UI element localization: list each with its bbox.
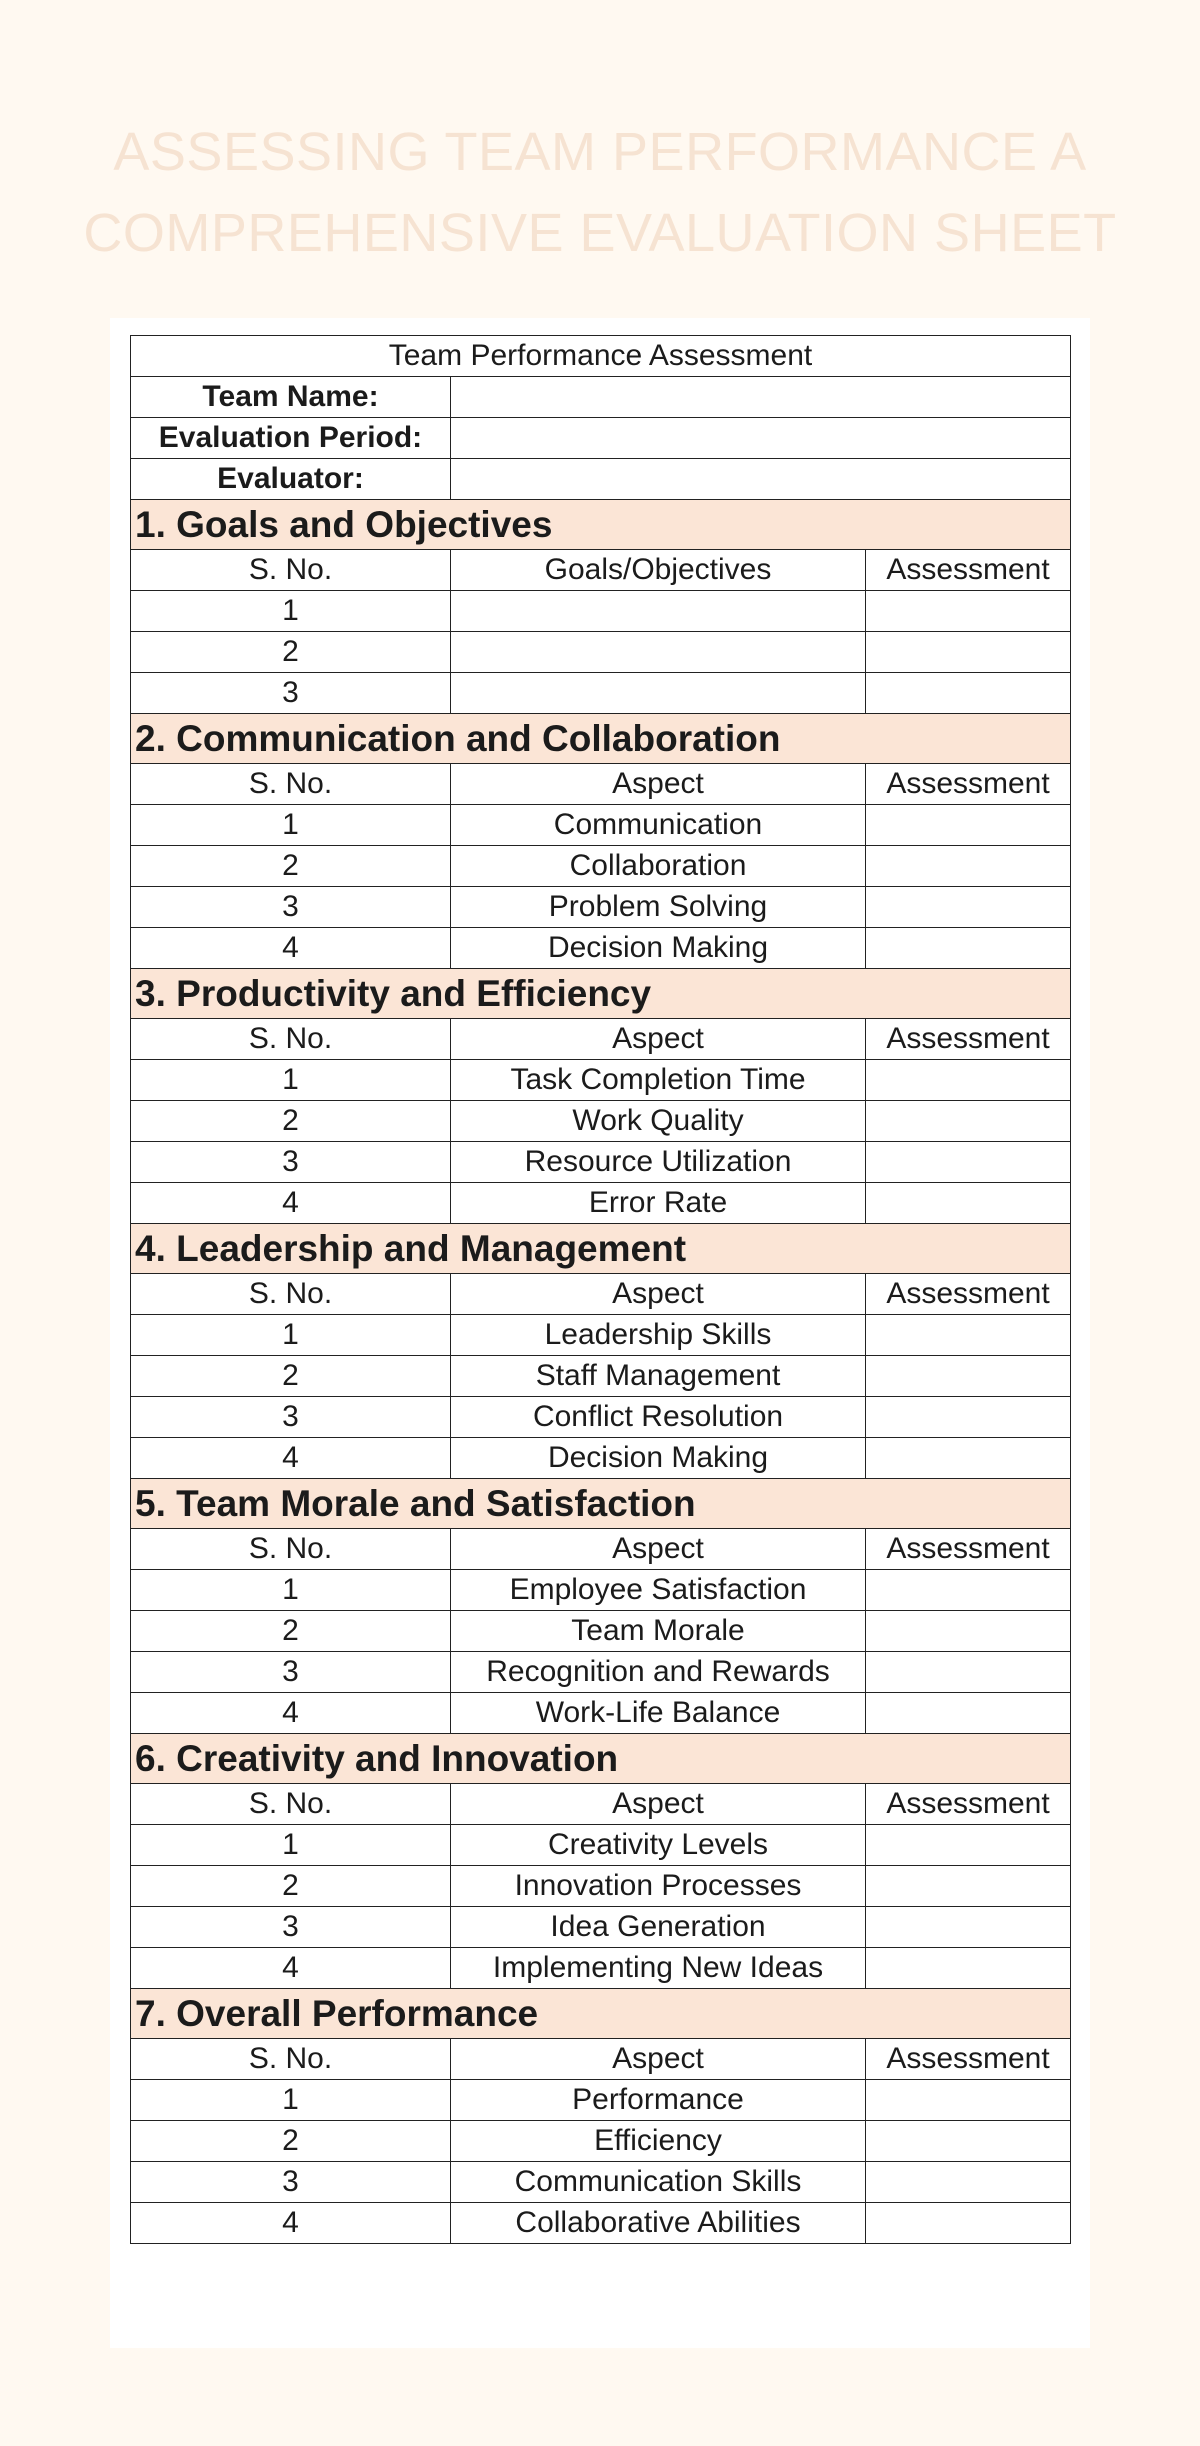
section-heading: 4. Leadership and Management — [131, 1224, 1071, 1274]
assessment-cell[interactable] — [866, 2203, 1071, 2244]
section-column-header-row — [131, 2039, 1071, 2080]
assessment-cell[interactable] — [866, 1183, 1071, 1224]
aspect-cell: Recognition and Rewards — [451, 1652, 866, 1693]
section-heading-row — [131, 1479, 1071, 1529]
column-header-serial-no: S. No. — [131, 1784, 451, 1825]
table-row — [131, 1315, 1071, 1356]
table-row — [131, 1652, 1071, 1693]
table-row — [131, 673, 1071, 714]
serial-no-cell: 1 — [131, 1570, 451, 1611]
table-row — [131, 805, 1071, 846]
assessment-cell[interactable] — [866, 928, 1071, 969]
table-row — [131, 1611, 1071, 1652]
page-title-line-2: COMPREHENSIVE EVALUATION SHEET — [83, 203, 1117, 263]
section-heading-row — [131, 714, 1071, 764]
team-name-row — [131, 377, 1071, 418]
column-header-serial-no: S. No. — [131, 764, 451, 805]
aspect-cell[interactable] — [451, 591, 866, 632]
serial-no-cell: 2 — [131, 1611, 451, 1652]
assessment-cell[interactable] — [866, 632, 1071, 673]
form-title: Team Performance Assessment — [131, 336, 1071, 377]
assessment-cell[interactable] — [866, 2080, 1071, 2121]
assessment-cell[interactable] — [866, 1356, 1071, 1397]
table-row — [131, 2121, 1071, 2162]
section-heading-row — [131, 500, 1071, 550]
evaluation-period-row — [131, 418, 1071, 459]
section-heading-row — [131, 1734, 1071, 1784]
aspect-cell: Implementing New Ideas — [451, 1948, 866, 1989]
aspect-cell: Communication Skills — [451, 2162, 866, 2203]
table-row — [131, 1397, 1071, 1438]
aspect-cell: Performance — [451, 2080, 866, 2121]
evaluation-table-body — [131, 336, 1071, 2244]
evaluation-period-field[interactable] — [451, 418, 1071, 459]
section-heading-row — [131, 969, 1071, 1019]
table-row — [131, 1907, 1071, 1948]
assessment-cell[interactable] — [866, 846, 1071, 887]
page-title-line-1: ASSESSING TEAM PERFORMANCE A — [113, 122, 1087, 182]
assessment-cell[interactable] — [866, 1438, 1071, 1479]
assessment-cell[interactable] — [866, 1866, 1071, 1907]
aspect-cell: Collaborative Abilities — [451, 2203, 866, 2244]
serial-no-cell: 1 — [131, 1825, 451, 1866]
assessment-cell[interactable] — [866, 1825, 1071, 1866]
column-header-assessment: Assessment — [866, 1784, 1071, 1825]
column-header-serial-no: S. No. — [131, 550, 451, 591]
column-header-assessment: Assessment — [866, 1019, 1071, 1060]
aspect-cell: Communication — [451, 805, 866, 846]
aspect-cell: Task Completion Time — [451, 1060, 866, 1101]
aspect-cell: Employee Satisfaction — [451, 1570, 866, 1611]
table-row — [131, 2162, 1071, 2203]
assessment-cell[interactable] — [866, 1611, 1071, 1652]
table-row — [131, 1570, 1071, 1611]
serial-no-cell: 3 — [131, 1652, 451, 1693]
assessment-cell[interactable] — [866, 1060, 1071, 1101]
section-column-header-row — [131, 550, 1071, 591]
section-heading: 1. Goals and Objectives — [131, 500, 1071, 550]
serial-no-cell: 2 — [131, 1866, 451, 1907]
aspect-cell[interactable] — [451, 673, 866, 714]
aspect-cell: Resource Utilization — [451, 1142, 866, 1183]
evaluator-label: Evaluator: — [131, 459, 451, 500]
section-column-header-row — [131, 1274, 1071, 1315]
section-column-header-row — [131, 1019, 1071, 1060]
team-name-label: Team Name: — [131, 377, 451, 418]
table-row — [131, 632, 1071, 673]
column-header-aspect: Aspect — [451, 1529, 866, 1570]
aspect-cell: Efficiency — [451, 2121, 866, 2162]
column-header-assessment: Assessment — [866, 2039, 1071, 2080]
assessment-cell[interactable] — [866, 887, 1071, 928]
serial-no-cell: 3 — [131, 2162, 451, 2203]
assessment-cell[interactable] — [866, 805, 1071, 846]
table-row — [131, 2203, 1071, 2244]
assessment-cell[interactable] — [866, 591, 1071, 632]
column-header-assessment: Assessment — [866, 1529, 1071, 1570]
assessment-cell[interactable] — [866, 673, 1071, 714]
team-name-field[interactable] — [451, 377, 1071, 418]
section-heading: 3. Productivity and Efficiency — [131, 969, 1071, 1019]
serial-no-cell: 1 — [131, 591, 451, 632]
section-heading-row — [131, 1989, 1071, 2039]
column-header-aspect: Aspect — [451, 2039, 866, 2080]
column-header-aspect: Aspect — [451, 1784, 866, 1825]
section-heading: 5. Team Morale and Satisfaction — [131, 1479, 1071, 1529]
table-row — [131, 1825, 1071, 1866]
section-heading: 6. Creativity and Innovation — [131, 1734, 1071, 1784]
column-header-serial-no: S. No. — [131, 1529, 451, 1570]
serial-no-cell: 2 — [131, 846, 451, 887]
column-header-assessment: Assessment — [866, 550, 1071, 591]
serial-no-cell: 1 — [131, 1315, 451, 1356]
aspect-cell[interactable] — [451, 632, 866, 673]
column-header-serial-no: S. No. — [131, 2039, 451, 2080]
assessment-cell[interactable] — [866, 1397, 1071, 1438]
aspect-cell: Leadership Skills — [451, 1315, 866, 1356]
column-header-aspect: Aspect — [451, 764, 866, 805]
serial-no-cell: 2 — [131, 2121, 451, 2162]
aspect-cell: Error Rate — [451, 1183, 866, 1224]
serial-no-cell: 3 — [131, 1397, 451, 1438]
table-row — [131, 1183, 1071, 1224]
assessment-cell[interactable] — [866, 1948, 1071, 1989]
serial-no-cell: 1 — [131, 805, 451, 846]
column-header-assessment: Assessment — [866, 1274, 1071, 1315]
section-heading: 7. Overall Performance — [131, 1989, 1071, 2039]
table-row — [131, 1866, 1071, 1907]
serial-no-cell: 4 — [131, 1438, 451, 1479]
assessment-cell[interactable] — [866, 1570, 1071, 1611]
serial-no-cell: 4 — [131, 1693, 451, 1734]
table-row — [131, 2080, 1071, 2121]
assessment-cell[interactable] — [866, 2162, 1071, 2203]
table-row — [131, 1142, 1071, 1183]
assessment-cell[interactable] — [866, 1652, 1071, 1693]
aspect-cell: Work-Life Balance — [451, 1693, 866, 1734]
assessment-cell[interactable] — [866, 1693, 1071, 1734]
column-header-aspect: Goals/Objectives — [451, 550, 866, 591]
section-heading: 2. Communication and Collaboration — [131, 714, 1071, 764]
serial-no-cell: 2 — [131, 1356, 451, 1397]
column-header-aspect: Aspect — [451, 1019, 866, 1060]
aspect-cell: Problem Solving — [451, 887, 866, 928]
serial-no-cell: 3 — [131, 1907, 451, 1948]
evaluator-field[interactable] — [451, 459, 1071, 500]
page-title — [0, 112, 1200, 274]
serial-no-cell: 4 — [131, 1948, 451, 1989]
section-heading-row — [131, 1224, 1071, 1274]
table-row — [131, 1060, 1071, 1101]
aspect-cell: Idea Generation — [451, 1907, 866, 1948]
form-title-row — [131, 336, 1071, 377]
aspect-cell: Decision Making — [451, 1438, 866, 1479]
serial-no-cell: 3 — [131, 673, 451, 714]
table-row — [131, 1356, 1071, 1397]
serial-no-cell: 4 — [131, 2203, 451, 2244]
aspect-cell: Innovation Processes — [451, 1866, 866, 1907]
evaluation-period-label: Evaluation Period: — [131, 418, 451, 459]
evaluator-row — [131, 459, 1071, 500]
evaluation-sheet — [110, 318, 1090, 2348]
evaluation-table — [130, 335, 1071, 2244]
serial-no-cell: 2 — [131, 632, 451, 673]
serial-no-cell: 2 — [131, 1101, 451, 1142]
serial-no-cell: 1 — [131, 1060, 451, 1101]
aspect-cell: Work Quality — [451, 1101, 866, 1142]
table-row — [131, 846, 1071, 887]
assessment-cell[interactable] — [866, 1142, 1071, 1183]
serial-no-cell: 4 — [131, 928, 451, 969]
section-column-header-row — [131, 1784, 1071, 1825]
assessment-cell[interactable] — [866, 1315, 1071, 1356]
aspect-cell: Collaboration — [451, 846, 866, 887]
section-column-header-row — [131, 764, 1071, 805]
assessment-cell[interactable] — [866, 2121, 1071, 2162]
column-header-assessment: Assessment — [866, 764, 1071, 805]
table-row — [131, 928, 1071, 969]
table-row — [131, 1438, 1071, 1479]
table-row — [131, 887, 1071, 928]
section-column-header-row — [131, 1529, 1071, 1570]
aspect-cell: Team Morale — [451, 1611, 866, 1652]
aspect-cell: Creativity Levels — [451, 1825, 866, 1866]
assessment-cell[interactable] — [866, 1907, 1071, 1948]
table-row — [131, 1693, 1071, 1734]
assessment-cell[interactable] — [866, 1101, 1071, 1142]
column-header-serial-no: S. No. — [131, 1019, 451, 1060]
serial-no-cell: 1 — [131, 2080, 451, 2121]
aspect-cell: Conflict Resolution — [451, 1397, 866, 1438]
table-row — [131, 591, 1071, 632]
column-header-serial-no: S. No. — [131, 1274, 451, 1315]
serial-no-cell: 4 — [131, 1183, 451, 1224]
aspect-cell: Staff Management — [451, 1356, 866, 1397]
serial-no-cell: 3 — [131, 887, 451, 928]
table-row — [131, 1948, 1071, 1989]
serial-no-cell: 3 — [131, 1142, 451, 1183]
aspect-cell: Decision Making — [451, 928, 866, 969]
column-header-aspect: Aspect — [451, 1274, 866, 1315]
table-row — [131, 1101, 1071, 1142]
